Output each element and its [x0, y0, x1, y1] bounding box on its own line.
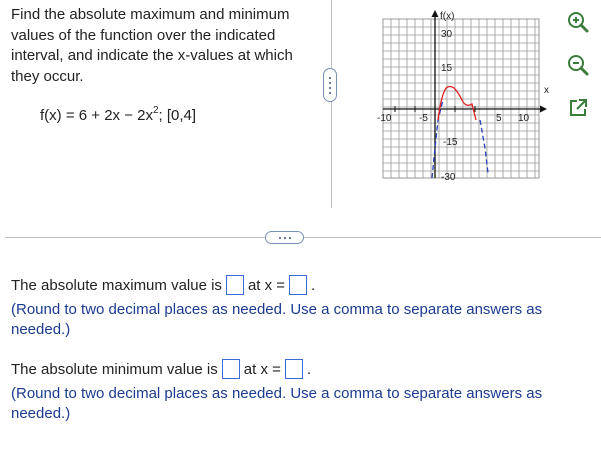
max-at-text: at x = [247, 276, 286, 294]
x-tick-label: -10 [377, 113, 392, 124]
max-prefix-text: The absolute maximum value is [11, 276, 222, 294]
max-x-input[interactable] [289, 275, 307, 295]
vertical-divider [331, 0, 332, 208]
external-link-icon [565, 95, 591, 121]
vertical-resize-handle[interactable] [323, 68, 337, 102]
min-hint-text: (Round to two decimal places as needed. Use a comma to separate answers as needed.) [11, 385, 543, 422]
function-expression [40, 106, 196, 124]
x-tick-label: 5 [496, 113, 502, 124]
zoom-in-button[interactable] [565, 9, 591, 35]
min-value-input[interactable] [222, 359, 240, 379]
function-interval: ; [0,4] [158, 107, 197, 124]
popout-button[interactable] [565, 95, 591, 121]
y-tick-label: -30 [441, 172, 456, 183]
x-axis-label: x [544, 85, 549, 96]
min-prefix-text: The absolute minimum value is [11, 360, 218, 378]
y-axis-label: f(x) [440, 11, 455, 22]
zoom-out-button[interactable] [565, 52, 591, 78]
y-tick-label: 30 [441, 29, 453, 40]
max-hint-text: (Round to two decimal places as needed. Use a comma to separate answers as needed.) [11, 301, 543, 338]
function-graph [376, 8, 552, 188]
zoom-in-icon [565, 9, 591, 35]
function-exponent: 2 [152, 105, 159, 116]
y-tick-label: -15 [443, 137, 458, 148]
y-tick-label: 15 [441, 63, 453, 74]
question-text: Find the absolute maximum and minimum values of the function over the indicated interval, and indicate the x-values at which they occur. [11, 6, 293, 85]
x-tick-label: 10 [518, 113, 530, 124]
max-answer-line [11, 275, 315, 295]
function-base: f(x) = 6 + 2x − 2x [40, 107, 153, 124]
horizontal-resize-handle[interactable] [265, 231, 304, 244]
x-tick-label: -5 [419, 113, 428, 124]
max-end-text: . [311, 276, 316, 294]
min-end-text: . [306, 360, 312, 378]
zoom-out-icon [565, 52, 591, 78]
max-value-input[interactable] [226, 275, 244, 295]
min-answer-line [11, 359, 311, 379]
min-x-input[interactable] [285, 359, 303, 379]
min-at-text: at x = [243, 360, 281, 378]
